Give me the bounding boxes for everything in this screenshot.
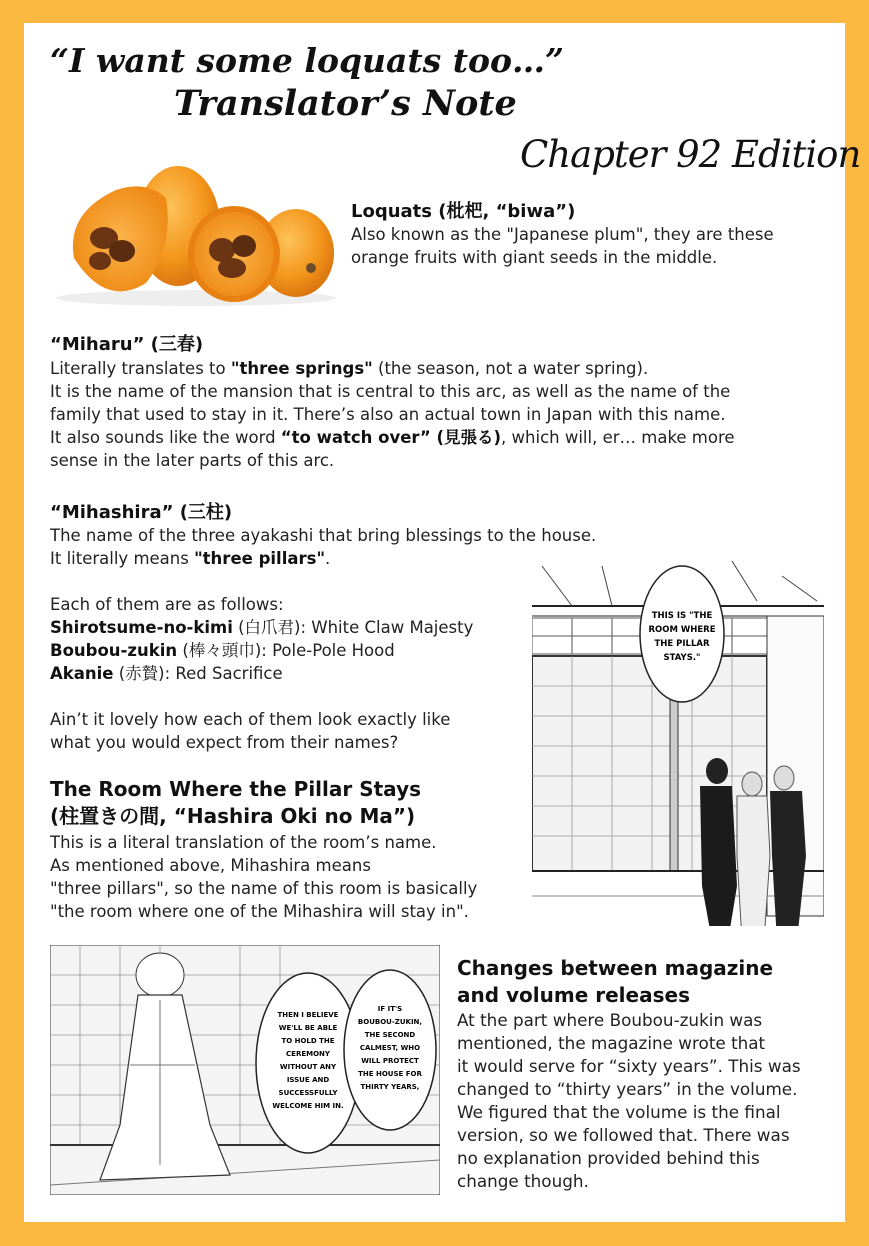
bubble-line: IF IT'S bbox=[377, 1005, 403, 1013]
bubble-line: STAYS." bbox=[663, 653, 701, 663]
item-name: Shirotsume-no-kimi bbox=[50, 618, 233, 637]
three-pillars-term: "three pillars" bbox=[194, 549, 326, 568]
miharu-l4-post: , which will, er… make more bbox=[501, 428, 735, 447]
miharu-text bbox=[50, 357, 735, 472]
chapter-label: Chapter 92 Edition bbox=[520, 133, 861, 176]
miharu-l4-pre: It also sounds like the word bbox=[50, 428, 281, 447]
bubble-line: CALMEST, WHO bbox=[359, 1044, 421, 1052]
miharu-line: sense in the later parts of this arc. bbox=[50, 451, 335, 470]
mihashira-heading: “Mihashira” (三柱) bbox=[50, 502, 233, 523]
bubble-line: WITHOUT ANY bbox=[279, 1063, 337, 1071]
bubble-line: THE PILLAR bbox=[654, 639, 710, 649]
changes-line: We figured that the volume is the final bbox=[457, 1102, 781, 1122]
miharu-l1-post: (the season, not a water spring). bbox=[372, 359, 649, 378]
loquat-half-left bbox=[73, 186, 168, 291]
changes-line: it would serve for “sixty years”. This was bbox=[457, 1056, 801, 1076]
title-line-2: Translator’s Note bbox=[174, 83, 517, 124]
room-heading-line: The Room Where the Pillar Stays bbox=[50, 777, 422, 801]
room-heading-line: (柱置きの間, “Hashira Oki no Ma”) bbox=[50, 804, 416, 828]
to-watch-over-term: “to watch over” (見張る) bbox=[280, 428, 502, 447]
closing-line: what you would expect from their names? bbox=[50, 733, 399, 752]
mihashira-list bbox=[50, 593, 473, 685]
mihashira-text bbox=[50, 524, 596, 570]
miharu-line: family that used to stay in it. There’s also an actual town in Japan with this name. bbox=[50, 405, 726, 424]
bubble-line: WE'LL BE ABLE bbox=[278, 1024, 338, 1032]
bubble-line: CEREMONY bbox=[286, 1050, 330, 1058]
room-line: "three pillars", so the name of this room is basically bbox=[50, 879, 478, 898]
loquats-line: Also known as the "Japanese plum", they are these bbox=[351, 225, 774, 244]
mihashira-l2-post: . bbox=[325, 549, 331, 568]
changes-heading-line: Changes between magazine bbox=[457, 956, 774, 980]
list-item bbox=[50, 639, 473, 662]
bubble-line: WELCOME HIM IN. bbox=[272, 1102, 344, 1110]
room-text bbox=[50, 831, 477, 923]
loquats-text bbox=[351, 223, 774, 269]
three-springs-term: "three springs" bbox=[230, 359, 373, 378]
loquats-line: orange fruits with giant seeds in the middle. bbox=[351, 248, 718, 267]
bubble-line: ROOM WHERE bbox=[648, 625, 716, 635]
room-line: As mentioned above, Mihashira means bbox=[50, 856, 371, 875]
item-name: Akanie bbox=[50, 664, 114, 683]
room-heading bbox=[50, 776, 421, 830]
changes-heading-line: and volume releases bbox=[457, 983, 690, 1007]
item-desc: (白爪君): White Claw Majesty bbox=[232, 618, 474, 637]
note-page bbox=[24, 23, 861, 1222]
manga-panel-room bbox=[532, 556, 824, 926]
miharu-line: It is the name of the mansion that is central to this arc, as well as the name of the bbox=[50, 382, 731, 401]
mihashira-closing bbox=[50, 708, 450, 754]
bubble-line: THIS IS "THE bbox=[651, 611, 713, 621]
list-item bbox=[50, 616, 473, 639]
bubble-line: WILL PROTECT bbox=[361, 1057, 419, 1065]
manga-panel-ceremony bbox=[50, 945, 440, 1195]
changes-line: no explanation provided behind this bbox=[457, 1148, 760, 1168]
changes-line: version, so we followed that. There was bbox=[457, 1125, 790, 1145]
room-line: "the room where one of the Mihashira will stay in". bbox=[50, 902, 469, 921]
miharu-l1-pre: Literally translates to bbox=[50, 359, 231, 378]
changes-line: mentioned, the magazine wrote that bbox=[457, 1033, 766, 1053]
changes-heading bbox=[457, 955, 773, 1009]
changes-text bbox=[457, 1009, 801, 1193]
bubble-line: BOUBOU-ZUKIN, bbox=[357, 1018, 423, 1026]
mihashira-l2-pre: It literally means bbox=[50, 549, 195, 568]
figures bbox=[700, 758, 806, 926]
miharu-heading: “Miharu” (三春) bbox=[50, 334, 204, 355]
title-line-1: “I want some loquats too…” bbox=[50, 41, 564, 80]
item-name: Boubou-zukin bbox=[50, 641, 178, 660]
item-desc: (赤贄): Red Sacrifice bbox=[113, 664, 283, 683]
changes-line: At the part where Boubou-zukin was bbox=[457, 1010, 763, 1030]
mihashira-line: The name of the three ayakashi that bring blessings to the house. bbox=[50, 526, 597, 545]
bubble-line: THIRTY YEARS, bbox=[360, 1083, 420, 1091]
loquats-image bbox=[46, 158, 336, 308]
list-intro: Each of them are as follows: bbox=[50, 595, 284, 614]
bubble-line: TO HOLD THE bbox=[281, 1037, 335, 1045]
bubble-line: SUCCESSFULLY bbox=[278, 1089, 338, 1097]
closing-line: Ain’t it lovely how each of them look exactly like bbox=[50, 710, 451, 729]
room-line: This is a literal translation of the room’s name. bbox=[50, 833, 437, 852]
loquats-heading: Loquats (枇杷, “biwa”) bbox=[351, 201, 576, 222]
bubble-line: THE HOUSE FOR bbox=[358, 1070, 422, 1078]
bubble-line: THEN I BELIEVE bbox=[277, 1011, 339, 1019]
changes-line: changed to “thirty years” in the volume. bbox=[457, 1079, 798, 1099]
bubble-line: THE SECOND bbox=[364, 1031, 416, 1039]
item-desc: (棒々頭巾): Pole-Pole Hood bbox=[177, 641, 395, 660]
bubble-line: ISSUE AND bbox=[286, 1076, 330, 1084]
list-item bbox=[50, 662, 473, 685]
changes-line: change though. bbox=[457, 1171, 589, 1191]
